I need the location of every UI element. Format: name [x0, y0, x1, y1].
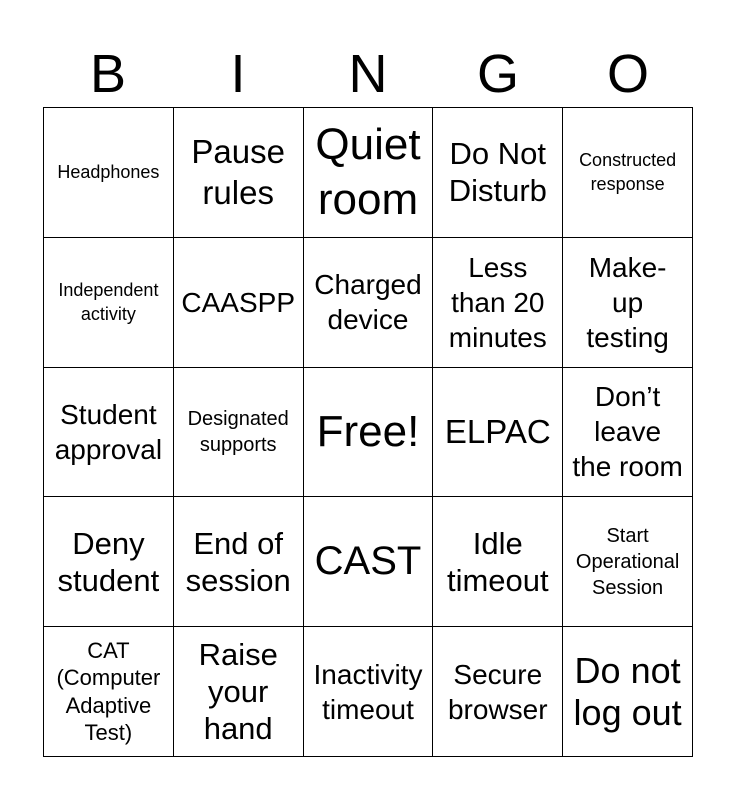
header-letter-o: O [606, 44, 649, 104]
bingo-card [43, 107, 693, 757]
bingo-cell[interactable]: CAST [304, 497, 434, 627]
bingo-cell[interactable]: Make- up testing [563, 238, 693, 368]
bingo-cell[interactable]: Less than 20 minutes [433, 238, 563, 368]
bingo-cell[interactable]: Do Not Disturb [433, 108, 563, 238]
bingo-cell[interactable]: Secure browser [433, 627, 563, 757]
bingo-cell[interactable]: CAASPP [174, 238, 304, 368]
bingo-cell[interactable]: Independent activity [44, 238, 174, 368]
header-letter-g: G [476, 44, 519, 104]
free-space[interactable]: Free! [304, 368, 434, 498]
header-letter-i: I [230, 44, 246, 104]
bingo-cell[interactable]: Student approval [44, 368, 174, 498]
bingo-cell[interactable]: ELPAC [433, 368, 563, 498]
bingo-cell[interactable]: Start Operational Session [563, 497, 693, 627]
bingo-header [43, 40, 693, 108]
bingo-cell[interactable]: Constructed response [563, 108, 693, 238]
bingo-cell[interactable]: Idle timeout [433, 497, 563, 627]
bingo-cell[interactable]: Raise your hand [174, 627, 304, 757]
bingo-cell[interactable]: Pause rules [174, 108, 304, 238]
bingo-cell[interactable]: Don’t leave the room [563, 368, 693, 498]
header-letter-n: N [348, 44, 388, 104]
bingo-cell[interactable]: Quiet room [304, 108, 434, 238]
bingo-cell[interactable]: CAT (Computer Adaptive Test) [44, 627, 174, 757]
bingo-cell[interactable]: Charged device [304, 238, 434, 368]
bingo-cell[interactable]: Deny student [44, 497, 174, 627]
header-letter-b: B [89, 44, 127, 104]
bingo-cell[interactable]: Inactivity timeout [304, 627, 434, 757]
bingo-cell[interactable]: Do not log out [563, 627, 693, 757]
bingo-cell[interactable]: Designated supports [174, 368, 304, 498]
bingo-cell[interactable]: End of session [174, 497, 304, 627]
bingo-cell[interactable]: Headphones [44, 108, 174, 238]
